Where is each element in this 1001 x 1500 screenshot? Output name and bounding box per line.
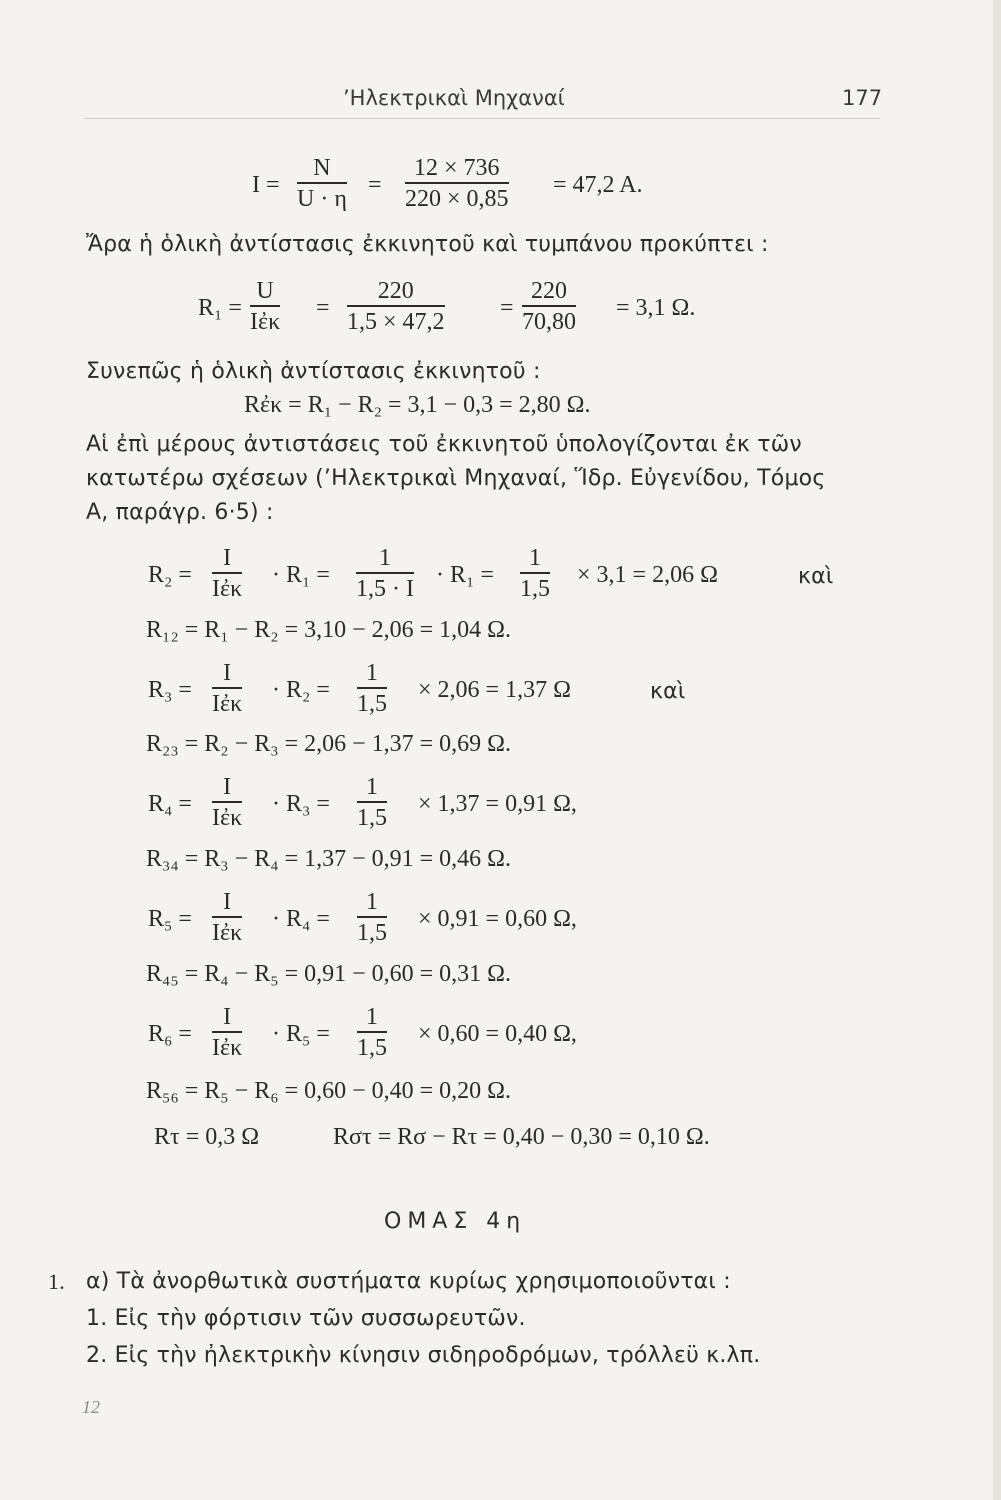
fraction <box>250 279 280 334</box>
page-edge <box>993 0 1001 1500</box>
fraction <box>212 775 242 830</box>
numerator: 1 <box>366 889 378 915</box>
denominator: 1,5 <box>357 1034 387 1061</box>
eq-mid: · R₅ = <box>272 1021 330 1047</box>
fraction <box>212 546 242 601</box>
text-line: Συνεπῶς ἡ ὁλικὴ ἀντίστασις ἐκκινητοῦ : <box>86 359 541 384</box>
numerator: 12 × 736 <box>414 155 500 181</box>
numerator: I <box>223 774 232 800</box>
numerator: 1 <box>366 660 378 686</box>
eq-mid: · R₁ = <box>436 562 494 588</box>
fraction <box>357 890 387 945</box>
numerator: I <box>223 660 232 686</box>
fraction <box>356 546 414 601</box>
eq-lhs: I = <box>252 172 280 198</box>
numerator: U <box>256 278 274 304</box>
eq-result: × 3,1 = 2,06 Ω <box>577 562 718 588</box>
running-title: ’Ηλεκτρικαὶ Μηχαναί <box>343 86 565 110</box>
calc-r23: R₂₃ = R₂ − R₃ = 2,06 − 1,37 = 0,69 Ω. <box>146 731 512 757</box>
eq-lhs: R₆ = <box>148 1021 192 1047</box>
denominator: Iἐκ <box>212 690 243 717</box>
numerator: 220 <box>377 278 414 304</box>
denominator: Iἐκ <box>250 308 281 335</box>
fraction <box>347 279 445 334</box>
numerator: 1 <box>529 545 541 571</box>
equals: = <box>500 295 514 321</box>
paragraph-line: Αἱ ἐπὶ μέρους ἀντιστάσεις τοῦ ἐκκινητοῦ ὑπολογίζονται ἐκ τῶν <box>86 432 802 457</box>
calc-r45: R₄₅ = R₄ − R₅ = 0,91 − 0,60 = 0,31 Ω. <box>146 961 512 987</box>
numerator: 1 <box>378 545 391 571</box>
denominator: 1,5 <box>357 919 387 946</box>
denominator: Iἐκ <box>212 804 243 831</box>
denominator: Iἐκ <box>212 575 243 602</box>
eq-mid: · R₂ = <box>272 677 330 703</box>
eq-result: × 0,91 = 0,60 Ω, <box>418 906 577 932</box>
eq-lhs: R₃ = <box>148 677 192 703</box>
fraction <box>357 775 387 830</box>
denominator: 1,5 × 47,2 <box>347 308 445 335</box>
numerator: I <box>223 1004 232 1030</box>
denominator: 1,5 <box>357 690 387 717</box>
calc-r56: R₅₆ = R₅ − R₆ = 0,60 − 0,40 = 0,20 Ω. <box>146 1078 512 1104</box>
fraction <box>520 546 550 601</box>
calc-r12: R₁₂ = R₁ − R₂ = 3,10 − 2,06 = 1,04 Ω. <box>146 617 512 643</box>
numerator: I <box>223 889 232 915</box>
equals: = <box>316 295 330 321</box>
numerator: N <box>313 155 331 181</box>
denominator: 1,5 <box>357 804 387 831</box>
eq-mid: · R₄ = <box>272 906 330 932</box>
fraction <box>357 1005 387 1060</box>
denominator: 70,80 <box>522 308 576 335</box>
page-number: 177 <box>842 86 883 110</box>
list-item: 1. Εἰς τὴν φόρτισιν τῶν συσσωρευτῶν. <box>86 1306 526 1331</box>
fraction <box>212 890 242 945</box>
denominator: U · η <box>297 185 347 212</box>
conjunction: καὶ <box>798 564 834 589</box>
conjunction: καὶ <box>650 679 686 704</box>
eq-result: × 1,37 = 0,91 Ω, <box>418 791 577 817</box>
paragraph-line: Α, παράγρ. 6·5) : <box>86 500 274 525</box>
eq-result: = 47,2 A. <box>553 172 643 198</box>
list-item-number: 1. <box>48 1269 65 1294</box>
calc-rt: Rτ = 0,3 Ω <box>154 1124 260 1150</box>
fraction <box>297 156 347 211</box>
calc-r34: R₃₄ = R₃ − R₄ = 1,37 − 0,91 = 0,46 Ω. <box>146 846 512 872</box>
eq-lhs: R₁ = <box>198 295 242 321</box>
fraction <box>212 661 242 716</box>
paragraph-line: κατωτέρω σχέσεων (’Ηλεκτρικαὶ Μηχαναί, Ἵδρ. Εὐγενίδου, Τόμος <box>86 466 826 491</box>
header-rule <box>85 118 880 119</box>
denominator: Iἐκ <box>212 1034 243 1061</box>
numerator: 1 <box>366 1004 378 1030</box>
fraction <box>212 1005 242 1060</box>
section-heading: ΟΜΑΣ 4η <box>384 1209 527 1234</box>
eq-mid: · R₃ = <box>272 791 330 817</box>
denominator: 1,5 · I <box>356 575 414 602</box>
eq-mid: · R₁ = <box>272 562 330 588</box>
denominator: 1,5 <box>520 575 550 602</box>
numerator: 1 <box>366 774 378 800</box>
numerator: I <box>223 545 232 571</box>
fraction <box>522 279 576 334</box>
denominator: 220 × 0,85 <box>405 185 509 212</box>
eq-result: × 0,60 = 0,40 Ω, <box>418 1021 577 1047</box>
eq-lhs: R₅ = <box>148 906 192 932</box>
denominator: Iἐκ <box>212 919 243 946</box>
eq-lhs: R₄ = <box>148 791 192 817</box>
list-item: 2. Εἰς τὴν ἠλεκτρικὴν κίνησιν σιδηροδρόμων, τρόλλεϋ κ.λπ. <box>86 1343 761 1368</box>
eq-lhs: R₂ = <box>148 562 192 588</box>
equation-rek: Rἐκ = R₁ − R₂ = 3,1 − 0,3 = 2,80 Ω. <box>244 392 591 418</box>
list-item: α) Τὰ ἀνορθωτικὰ συστήματα κυρίως χρησιμοποιοῦνται : <box>86 1269 731 1294</box>
fraction <box>405 156 509 211</box>
calc-rst: Rστ = Rσ − Rτ = 0,40 − 0,30 = 0,10 Ω. <box>333 1124 710 1150</box>
eq-result: = 3,1 Ω. <box>616 295 696 321</box>
eq-result: × 2,06 = 1,37 Ω <box>418 677 571 703</box>
equals: = <box>368 172 382 198</box>
numerator: 220 <box>531 278 567 304</box>
fraction <box>357 661 387 716</box>
text-line: Ἄρα ἡ ὁλικὴ ἀντίστασις ἐκκινητοῦ καὶ τυμπάνου προκύπτει : <box>86 232 769 257</box>
signature-mark: 12 <box>82 1397 100 1417</box>
